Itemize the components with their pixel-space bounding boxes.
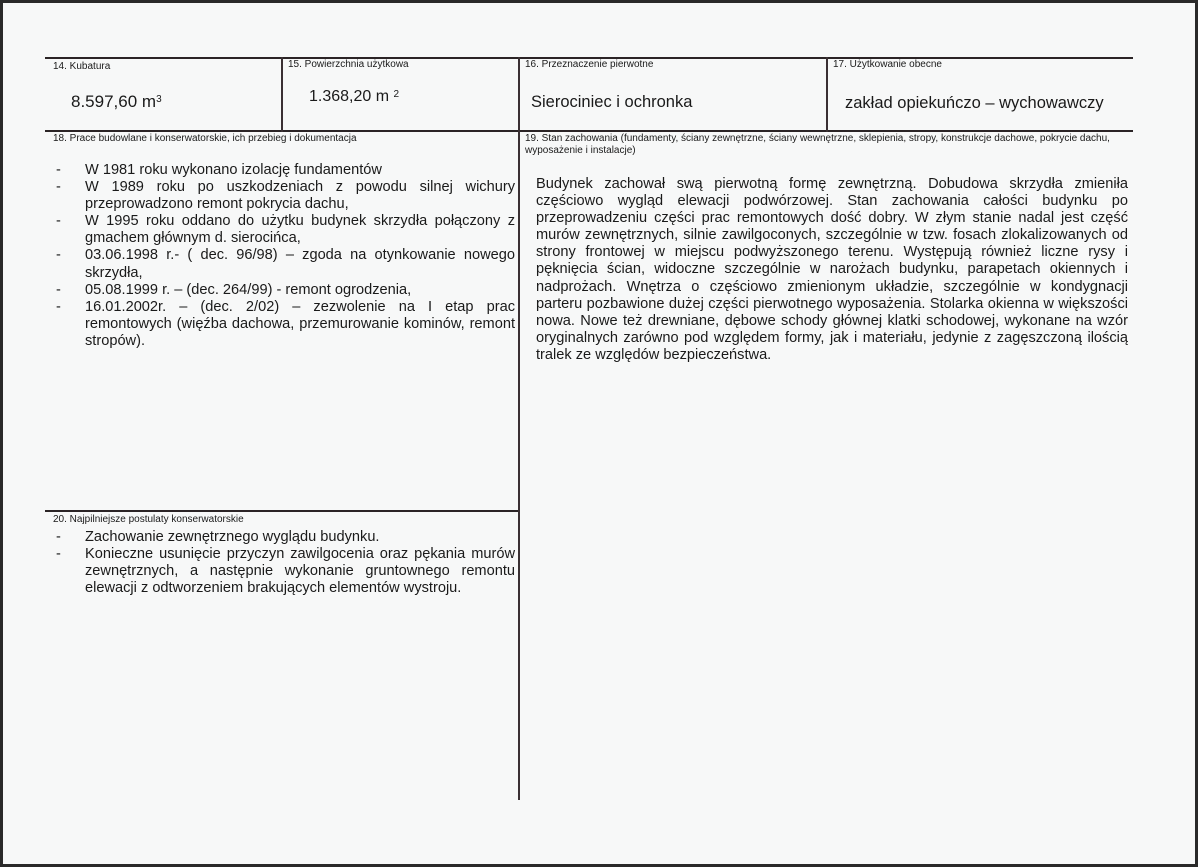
stan-text: Budynek zachował swą pierwotną formę zewnętrzną. Dobudowa skrzydła zmieniła częściowo wygląd elewacji podwórzowej. Stan zachowania całości budynku po przeprowadzeniu części prac remontowych dość dobry. W złym stanie nadal jest część murów zewnętrznych, silnie zawilgoconych, szczególnie w tzw. fosach zlokalizowanych od strony frontowej w miejscu podwyższonego terenu. Występują również liczne rysy i pęknięcia ścian, widoczne szczególnie w narożach budynku, parapetach okiennych i nadprożach. Wnętrza o częściowo zmienionym układzie, szczególnie w kondygnacji parteru pozbawione dużej części pierwotnego wyposażenia. Stolarka okienna w większości nowa. Nowe też drewniane, dębowe schody głównej klatki schodowej, wykonane na wzór oryginalnych zarówno pod względem formy, jak i materiału, jedynie z zagęszczoną ilością tralek ze względów bezpieczeństwa. xyxy=(536,176,1128,363)
prace-item: - W 1981 roku wykonano izolację fundamentów xyxy=(54,162,515,179)
prace-list xyxy=(54,162,515,350)
postulaty-list xyxy=(54,529,515,597)
prace-item: - 05.08.1999 r. – (dec. 264/99) - remont ogrodzenia, xyxy=(54,282,515,299)
postulaty-item: - Konieczne usunięcie przyczyn zawilgocenia oraz pękania murów zewnętrznych, a następnie wykonanie gruntownego remontu elewacji z odtworzeniem brakujących elementów wystroju. xyxy=(54,546,515,597)
col-divider-16-17 xyxy=(826,57,828,132)
prace-item: - W 1995 roku oddano do użytku budynek skrzydła połączony z gmachem głównym d. sierocińca, xyxy=(54,213,515,247)
stan-label: 19. Stan zachowania (fundamenty, ściany zewnętrzne, ściany wewnętrzne, sklepienia, stropy, konstrukcje dachowe, pokrycie dachu, wyposażenie i instalacje) xyxy=(525,133,1110,156)
powierzchnia-label: 15. Powierzchnia użytkowa xyxy=(288,59,409,70)
kubatura-unit-exponent: 3 xyxy=(156,94,162,105)
powierzchnia-number: 1.368,20 m xyxy=(309,88,394,105)
kubatura-number: 8.597,60 m xyxy=(71,92,157,111)
col-divider-14-15 xyxy=(281,57,283,132)
przeznaczenie-label: 16. Przeznaczenie pierwotne xyxy=(525,59,654,70)
postulaty-label: 20. Najpilniejsze postulaty konserwatorskie xyxy=(53,514,244,525)
document-page xyxy=(3,3,1195,864)
section-18-20-divider xyxy=(45,510,519,512)
kubatura-value xyxy=(71,92,162,112)
kubatura-label: 14. Kubatura xyxy=(53,61,111,72)
row-divider xyxy=(45,130,1133,132)
postulaty-item: - Zachowanie zewnętrznego wyglądu budynku. xyxy=(54,529,515,546)
powierzchnia-value xyxy=(309,87,399,107)
powierzchnia-unit-exponent: 2 xyxy=(393,89,400,100)
uzytkowanie-label: 17. Użytkowanie obecne xyxy=(833,59,942,70)
col-divider-middle xyxy=(518,57,520,800)
uzytkowanie-value: zakład opiekuńczo – wychowawczy xyxy=(845,94,1104,112)
prace-item: - 03.06.1998 r.- ( dec. 96/98) – zgoda na otynkowanie nowego skrzydła, xyxy=(54,247,515,281)
przeznaczenie-value: Sierociniec i ochronka xyxy=(531,93,693,111)
prace-label: 18. Prace budowlane i konserwatorskie, ich przebieg i dokumentacja xyxy=(53,133,357,144)
prace-item: - W 1989 roku po uszkodzeniach z powodu silnej wichury przeprowadzono remont pokrycia dachu, xyxy=(54,179,515,213)
prace-item: - 16.01.2002r. – (dec. 2/02) – zezwolenie na I etap prac remontowych (więźba dachowa, przemurowanie kominów, remont stropów). xyxy=(54,299,515,350)
